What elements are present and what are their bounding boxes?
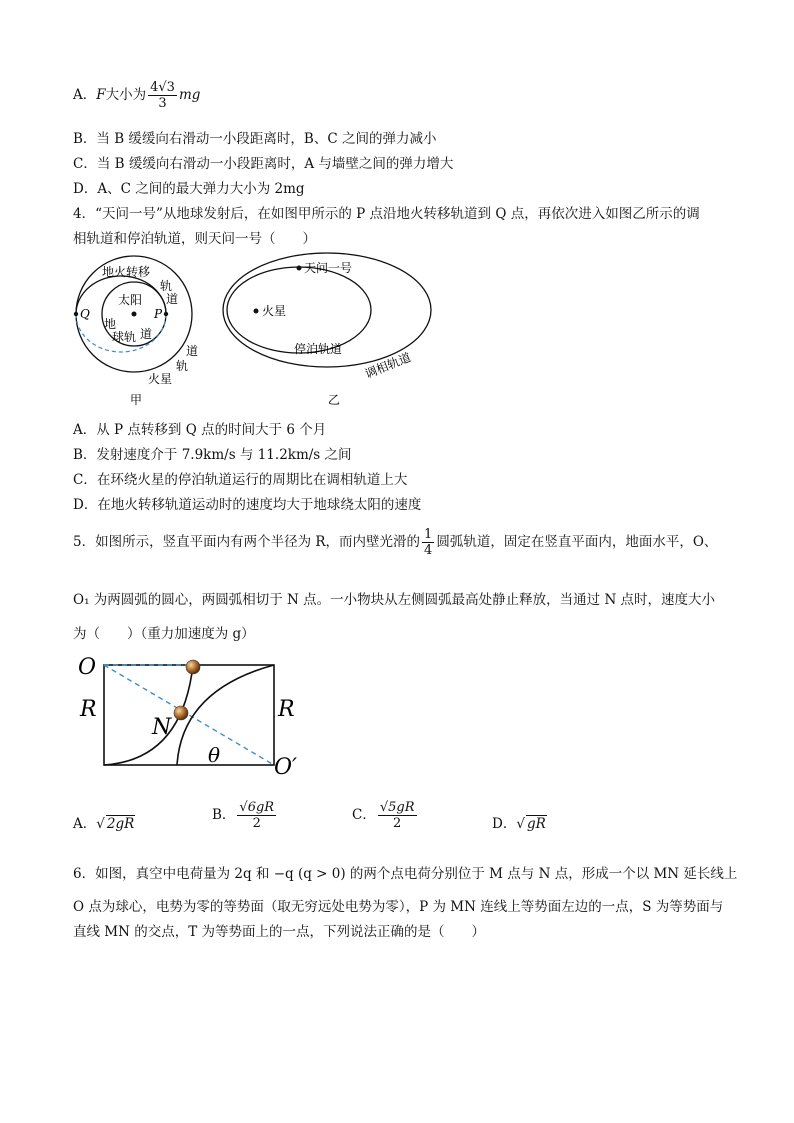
q6-stem-line2: O 点为球心，电势为零的等势面（取无穷远处电势为零），P 为 MN 连线上等势面左边的一点，S 为等势面与 xyxy=(73,899,724,915)
svg-text:道: 道 xyxy=(186,344,199,358)
n-label: N xyxy=(152,715,172,740)
probe-label: 天问一号 xyxy=(304,261,353,275)
probe-dot xyxy=(297,266,302,271)
sun-label: 太阳 xyxy=(118,293,143,307)
figure-yi xyxy=(222,252,437,407)
q5-stem-line1: 5．如图所示，竖直平面内有两个半径为 R，而内壁光滑的 $\frac{1}{4}$ 圆弧轨道，固定在竖直平面内，地面水平，O、 xyxy=(73,527,718,558)
q-label: Q xyxy=(80,307,90,321)
svg-text:轨: 轨 xyxy=(160,279,173,293)
phasing-orbit-label: 调相轨道 xyxy=(363,350,413,382)
q5-option-d: D．√ gR xyxy=(492,816,546,832)
svg-text:火星: 火星 xyxy=(148,372,173,386)
q4-option-b: B．发射速度介于 7.9km/s 与 11.2km/s 之间 xyxy=(73,447,352,463)
centers-dashed-line xyxy=(104,665,274,765)
q5-option-a: A．√ 2gR xyxy=(73,816,135,832)
o-label: O xyxy=(78,655,97,680)
transfer-orbit-label-vis: 地火转移 xyxy=(102,265,151,279)
svg-text:道: 道 xyxy=(140,327,153,341)
q5-stem-line3: 为（ ）（重力加速度为 g） xyxy=(73,626,255,642)
q3-a-text: 大小为 xyxy=(105,87,147,103)
figure-q5 xyxy=(72,650,312,780)
p-label: P xyxy=(154,307,163,321)
r-left-label: R xyxy=(80,697,97,722)
r-right-label: R xyxy=(278,697,295,722)
q6-stem-line1: 6．如图，真空中电荷量为 2q 和 −q (q > 0) 的两个点电荷分别位于 M 点与 N 点，形成一个以 MN 延长线上 xyxy=(73,866,738,882)
q3-a-prefix: A． xyxy=(73,87,97,103)
figure-jia xyxy=(68,252,218,407)
q3-a-suffix: mg xyxy=(178,87,201,103)
parking-orbit-label: 停泊轨道 xyxy=(294,342,343,356)
q-point xyxy=(74,312,78,316)
q5-stem-line2: O₁ 为两圆弧的圆心，两圆弧相切于 N 点。一小物块从左侧圆弧最高处静止释放，当通过 N 点时，速度大小 xyxy=(73,592,716,608)
q5-quarter-fraction: $\frac{1}{4}$ xyxy=(424,527,433,558)
q4-option-c: C．在环绕火星的停泊轨道运行的周期比在调相轨道上大 xyxy=(73,472,408,488)
q3-option-b: B．当 B 缓缓向右滑动一小段距离时，B、C 之间的弹力减小 xyxy=(73,131,437,147)
q3-option-d: D．A、C 之间的最大弹力大小为 2mg xyxy=(73,181,305,197)
ball-top xyxy=(186,660,200,674)
q3-a-var: F xyxy=(96,87,106,103)
q3-a-fraction: $\frac{4√3}{3}$ xyxy=(150,80,175,111)
q3-option-a xyxy=(73,80,200,111)
figure-jia-caption: 甲 xyxy=(130,393,143,407)
q5-option-b: B． $\frac{√6gR}{2}$ xyxy=(212,800,275,831)
theta-label: θ xyxy=(208,743,221,767)
q4-option-a: A．从 P 点转移到 Q 点的时间大于 6 个月 xyxy=(73,422,327,438)
parking-orbit xyxy=(227,267,371,353)
sun-dot xyxy=(132,312,137,317)
svg-text:地: 地 xyxy=(104,317,117,331)
svg-text:道: 道 xyxy=(166,292,179,306)
mars-label: 火星 xyxy=(262,304,287,318)
q4-stem-line1: 4．“天问一号”从地球发射后，在如图甲所示的 P 点沿地火转移轨道到 Q 点，再依次进入如图乙所示的调 xyxy=(73,206,700,222)
svg-text:球轨: 球轨 xyxy=(112,330,137,344)
figure-yi-caption: 乙 xyxy=(328,393,341,407)
q6-stem-line3: 直线 MN 的交点，T 为等势面上的一点，下列说法正确的是（ ） xyxy=(73,924,486,940)
mars-dot xyxy=(254,309,259,314)
q5-option-c: C． $\frac{√5gR}{2}$ xyxy=(352,800,415,831)
q4-stem-line2: 相轨道和停泊轨道，则天问一号（ ） xyxy=(73,231,316,247)
ball-n xyxy=(174,706,188,720)
svg-text:轨: 轨 xyxy=(176,359,189,373)
q4-option-d: D．在地火转移轨道运动时的速度均大于地球绕太阳的速度 xyxy=(73,497,422,513)
q3-option-c: C．当 B 缓缓向右滑动一小段距离时，A 与墙壁之间的弹力增大 xyxy=(73,156,454,172)
p-point xyxy=(164,312,168,316)
o-prime-label: O′ xyxy=(274,755,298,780)
